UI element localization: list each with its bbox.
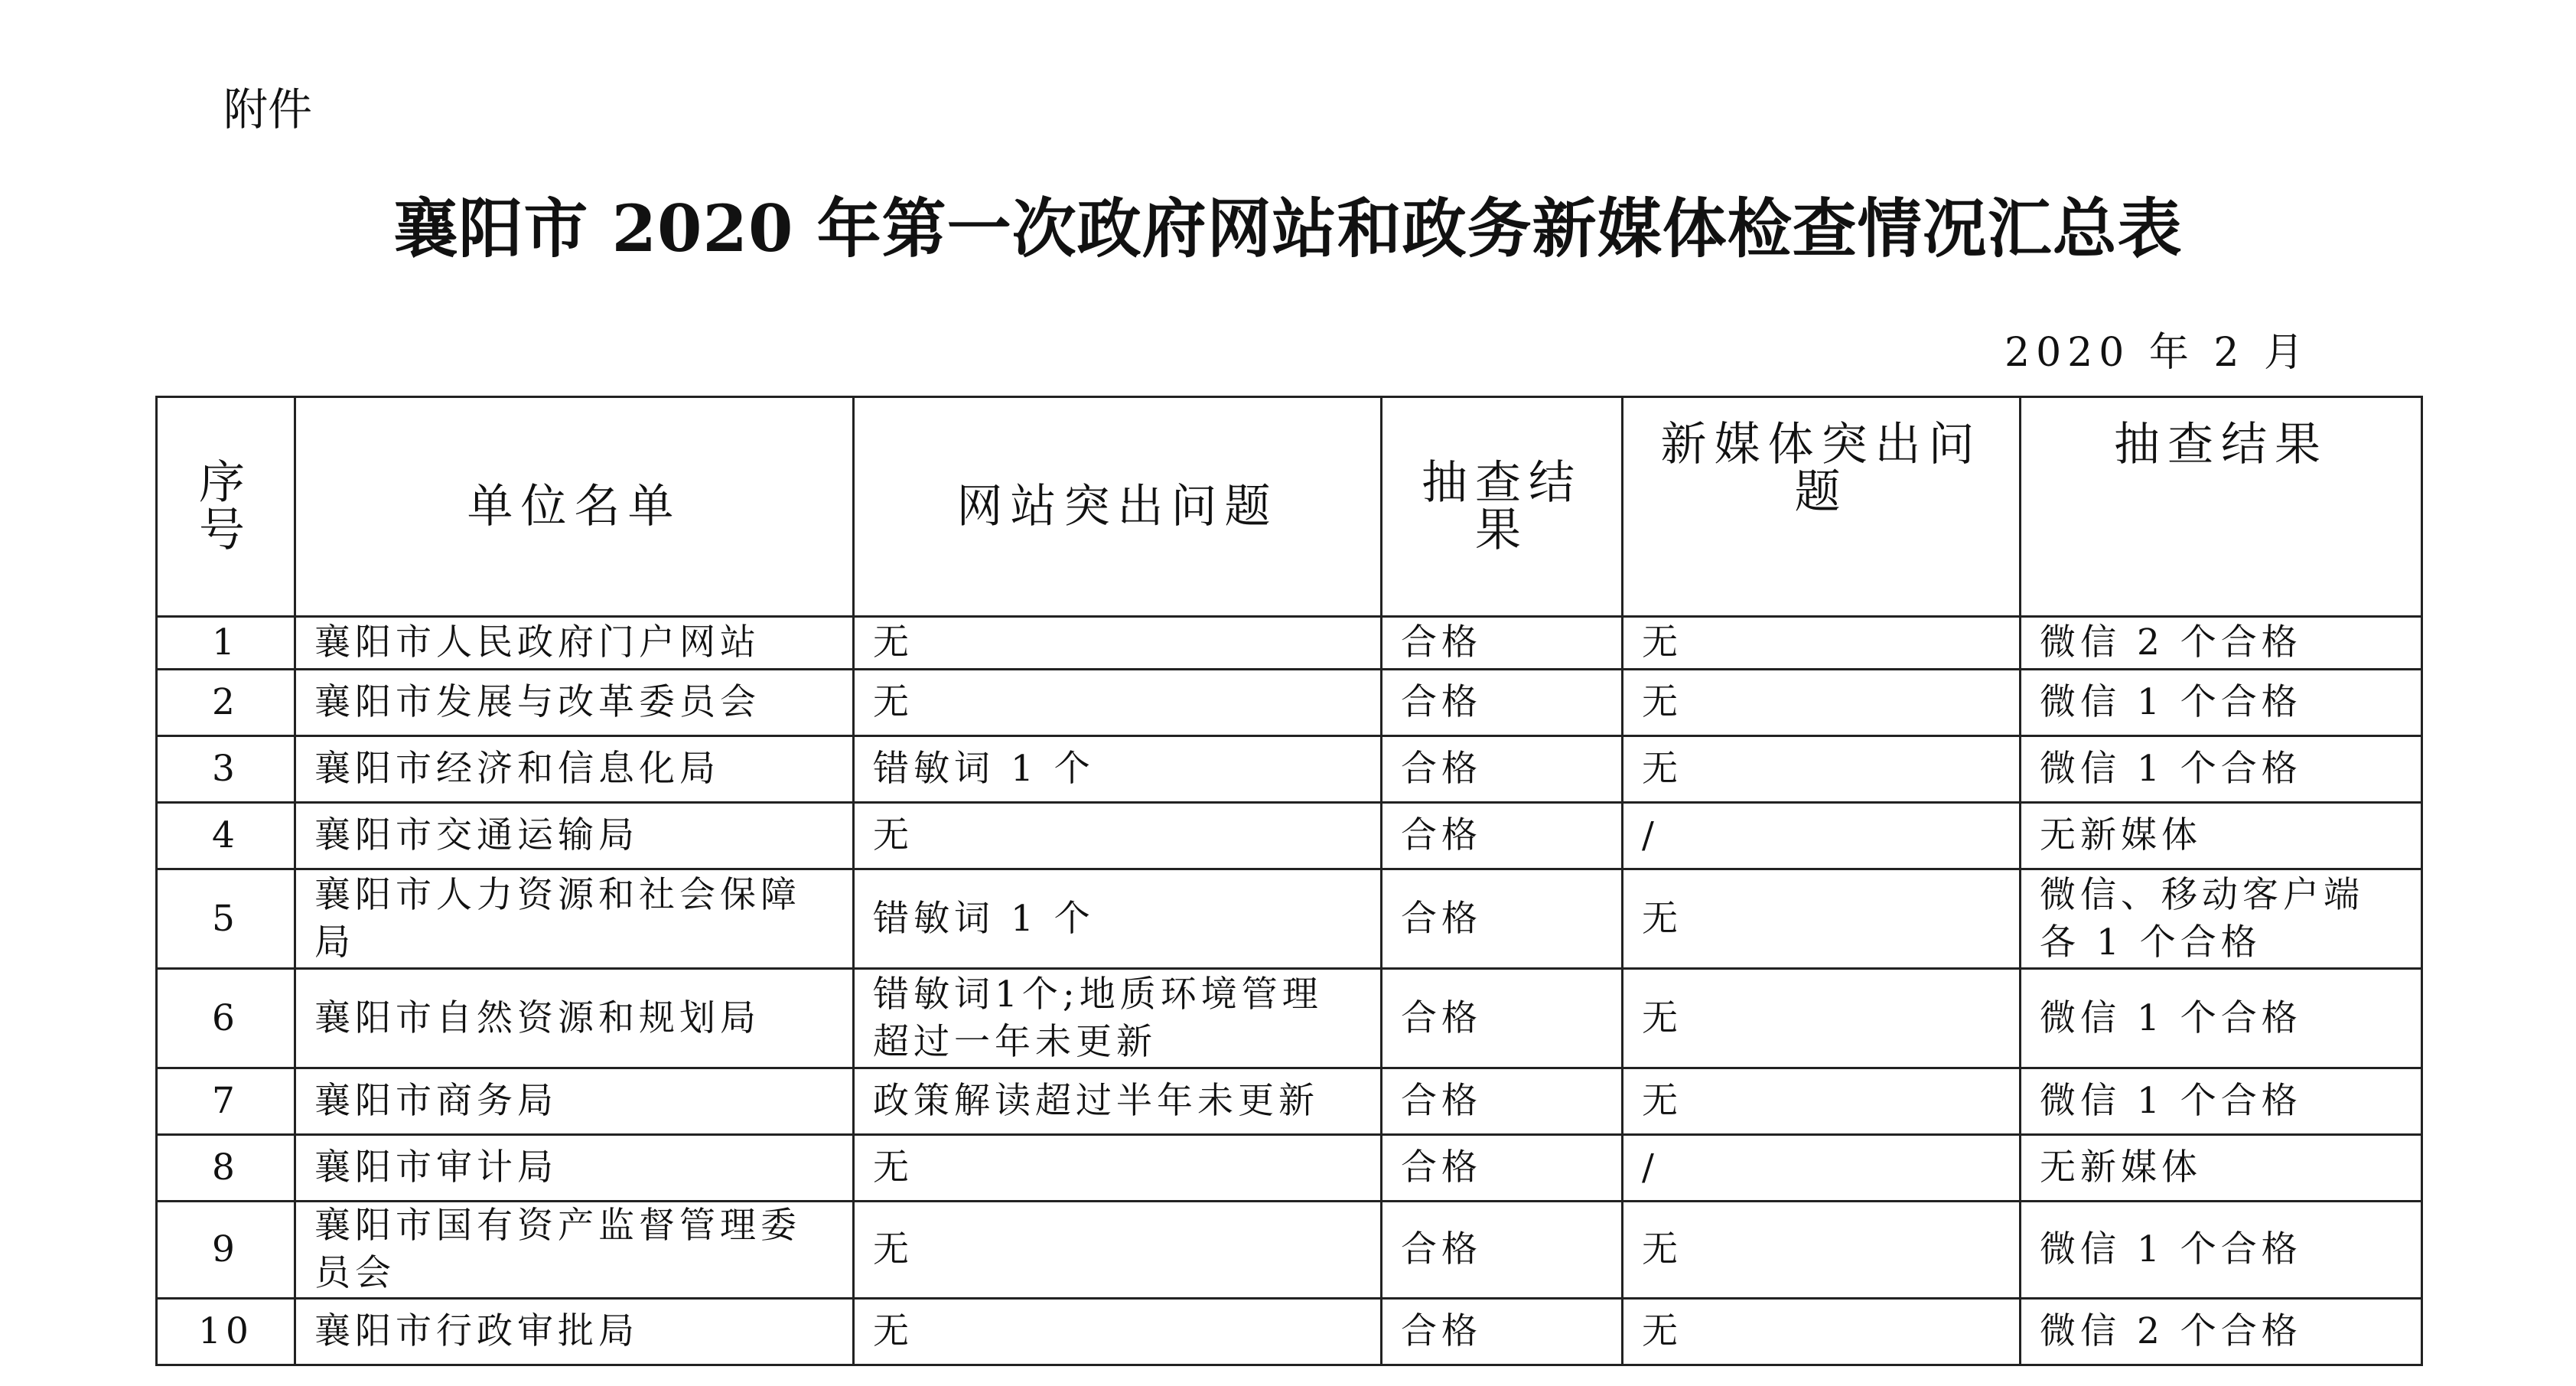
- cell-site-issue: 无: [854, 670, 1382, 736]
- cell-unit: 襄阳市人民政府门户网站: [295, 617, 854, 670]
- cell-unit: 襄阳市审计局: [295, 1135, 854, 1202]
- header-site-result: 抽查结果: [1382, 397, 1623, 617]
- cell-media-result: 无新媒体: [2021, 1135, 2422, 1202]
- cell-media-issue: 无: [1623, 736, 2021, 803]
- cell-site-issue: 错敏词 1 个: [854, 869, 1382, 969]
- cell-site-result: 合格: [1382, 1068, 1623, 1135]
- table-row: [157, 1068, 2422, 1135]
- header-site-issue: 网站突出问题: [854, 397, 1382, 617]
- cell-unit: 襄阳市国有资产监督管理委员会: [295, 1202, 854, 1299]
- cell-media-issue: 无: [1623, 1299, 2021, 1365]
- table-row: [157, 869, 2422, 969]
- cell-media-result: 微信 1 个合格: [2021, 736, 2422, 803]
- cell-media-result: 微信 1 个合格: [2021, 1202, 2422, 1299]
- cell-index: 4: [157, 803, 295, 869]
- cell-site-issue: 无: [854, 617, 1382, 670]
- cell-unit: 襄阳市商务局: [295, 1068, 854, 1135]
- table-row: [157, 1299, 2422, 1365]
- cell-site-result: 合格: [1382, 1202, 1623, 1299]
- cell-site-result: 合格: [1382, 670, 1623, 736]
- document-title: 襄阳市 2020 年第一次政府网站和政务新媒体检查情况汇总表: [393, 191, 2183, 266]
- cell-index: 1: [157, 617, 295, 670]
- cell-unit: 襄阳市行政审批局: [295, 1299, 854, 1365]
- document-date: 2020 年 2 月: [2004, 330, 2311, 376]
- cell-site-issue: 政策解读超过半年未更新: [854, 1068, 1382, 1135]
- table-row: [157, 1135, 2422, 1202]
- table-header-row: [157, 397, 2422, 617]
- cell-media-issue: 无: [1623, 670, 2021, 736]
- cell-site-issue: 错敏词1个;地质环境管理超过一年未更新: [854, 969, 1382, 1068]
- cell-media-issue: 无: [1623, 617, 2021, 670]
- cell-media-result: 微信、移动客户端各 1 个合格: [2021, 869, 2422, 969]
- cell-media-issue: /: [1623, 1135, 2021, 1202]
- cell-unit: 襄阳市自然资源和规划局: [295, 969, 854, 1068]
- table-row: [157, 736, 2422, 803]
- cell-site-result: 合格: [1382, 869, 1623, 969]
- cell-site-result: 合格: [1382, 1135, 1623, 1202]
- cell-media-issue: 无: [1623, 1068, 2021, 1135]
- cell-index: 3: [157, 736, 295, 803]
- cell-media-issue: 无: [1623, 969, 2021, 1068]
- cell-index: 10: [157, 1299, 295, 1365]
- cell-index: 7: [157, 1068, 295, 1135]
- cell-index: 8: [157, 1135, 295, 1202]
- table-row: [157, 969, 2422, 1068]
- cell-site-issue: 无: [854, 1202, 1382, 1299]
- cell-site-issue: 无: [854, 803, 1382, 869]
- cell-media-result: 微信 2 个合格: [2021, 617, 2422, 670]
- cell-media-issue: 无: [1623, 869, 2021, 969]
- cell-unit: 襄阳市人力资源和社会保障局: [295, 869, 854, 969]
- cell-site-result: 合格: [1382, 969, 1623, 1068]
- header-media-result: 抽查结果: [2021, 397, 2422, 617]
- cell-media-issue: /: [1623, 803, 2021, 869]
- cell-index: 2: [157, 670, 295, 736]
- header-index: 序号: [157, 397, 295, 617]
- table-row: [157, 1202, 2422, 1299]
- cell-site-result: 合格: [1382, 1299, 1623, 1365]
- table-row: [157, 617, 2422, 670]
- cell-site-result: 合格: [1382, 617, 1623, 670]
- attachment-label: 附件: [223, 83, 313, 135]
- cell-media-result: 微信 1 个合格: [2021, 1068, 2422, 1135]
- cell-media-result: 微信 2 个合格: [2021, 1299, 2422, 1365]
- summary-table: [155, 396, 2423, 1366]
- cell-unit: 襄阳市经济和信息化局: [295, 736, 854, 803]
- cell-site-issue: 无: [854, 1299, 1382, 1365]
- cell-site-result: 合格: [1382, 736, 1623, 803]
- cell-media-result: 无新媒体: [2021, 803, 2422, 869]
- cell-media-result: 微信 1 个合格: [2021, 969, 2422, 1068]
- cell-index: 9: [157, 1202, 295, 1299]
- cell-site-issue: 错敏词 1 个: [854, 736, 1382, 803]
- cell-media-result: 微信 1 个合格: [2021, 670, 2422, 736]
- cell-index: 5: [157, 869, 295, 969]
- header-unit: 单位名单: [295, 397, 854, 617]
- cell-unit: 襄阳市交通运输局: [295, 803, 854, 869]
- cell-site-issue: 无: [854, 1135, 1382, 1202]
- table-row: [157, 670, 2422, 736]
- table-row: [157, 803, 2422, 869]
- header-media-issue: 新媒体突出问题: [1623, 397, 2021, 617]
- cell-unit: 襄阳市发展与改革委员会: [295, 670, 854, 736]
- cell-index: 6: [157, 969, 295, 1068]
- cell-media-issue: 无: [1623, 1202, 2021, 1299]
- cell-site-result: 合格: [1382, 803, 1623, 869]
